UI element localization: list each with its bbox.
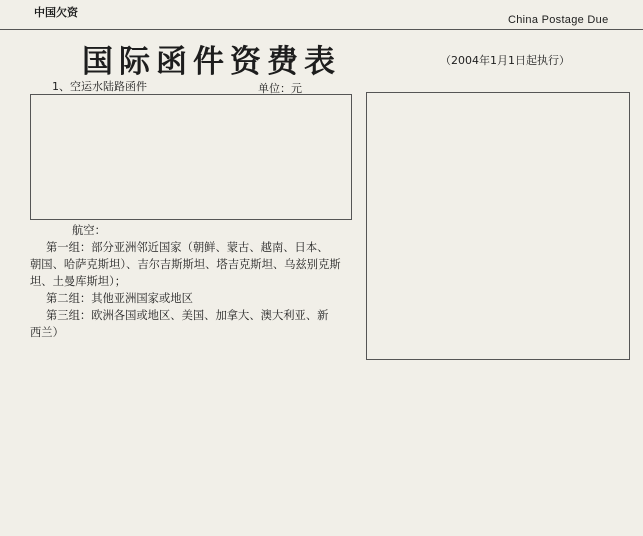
group2-text: 第二组：其他亚洲国家或地区 xyxy=(46,292,193,305)
group1-text: 第一组：部分亚洲邻近国家（朝鲜、蒙古、越南、日本、 xyxy=(46,241,329,254)
section1-unit: 单位：元 xyxy=(258,82,302,95)
group1-text-3: 坦、土曼库斯坦）； xyxy=(30,275,127,288)
section1-heading: 1、空运水陆路函件 xyxy=(52,80,147,93)
group3-text-2: 西兰） xyxy=(30,326,64,339)
group1-text-2: 朝国、哈萨克斯坦）、吉尔吉斯斯坦、塔吉克斯坦、乌兹别克斯 xyxy=(30,258,341,271)
header-right: China Postage Due xyxy=(508,14,609,26)
group3-text: 第三组：欧洲各国或地区、美国、加拿大、澳大利亚、新 xyxy=(46,309,329,322)
table2-frame xyxy=(366,92,630,360)
table1-frame xyxy=(30,94,352,220)
page-title: 国际函件资费表 xyxy=(82,44,341,80)
header-left: 中国欠资 xyxy=(34,6,78,19)
effective-date: （2004年1月1日起执行） xyxy=(440,54,570,67)
air-label: 航空： xyxy=(72,224,106,237)
header-divider xyxy=(0,29,643,30)
